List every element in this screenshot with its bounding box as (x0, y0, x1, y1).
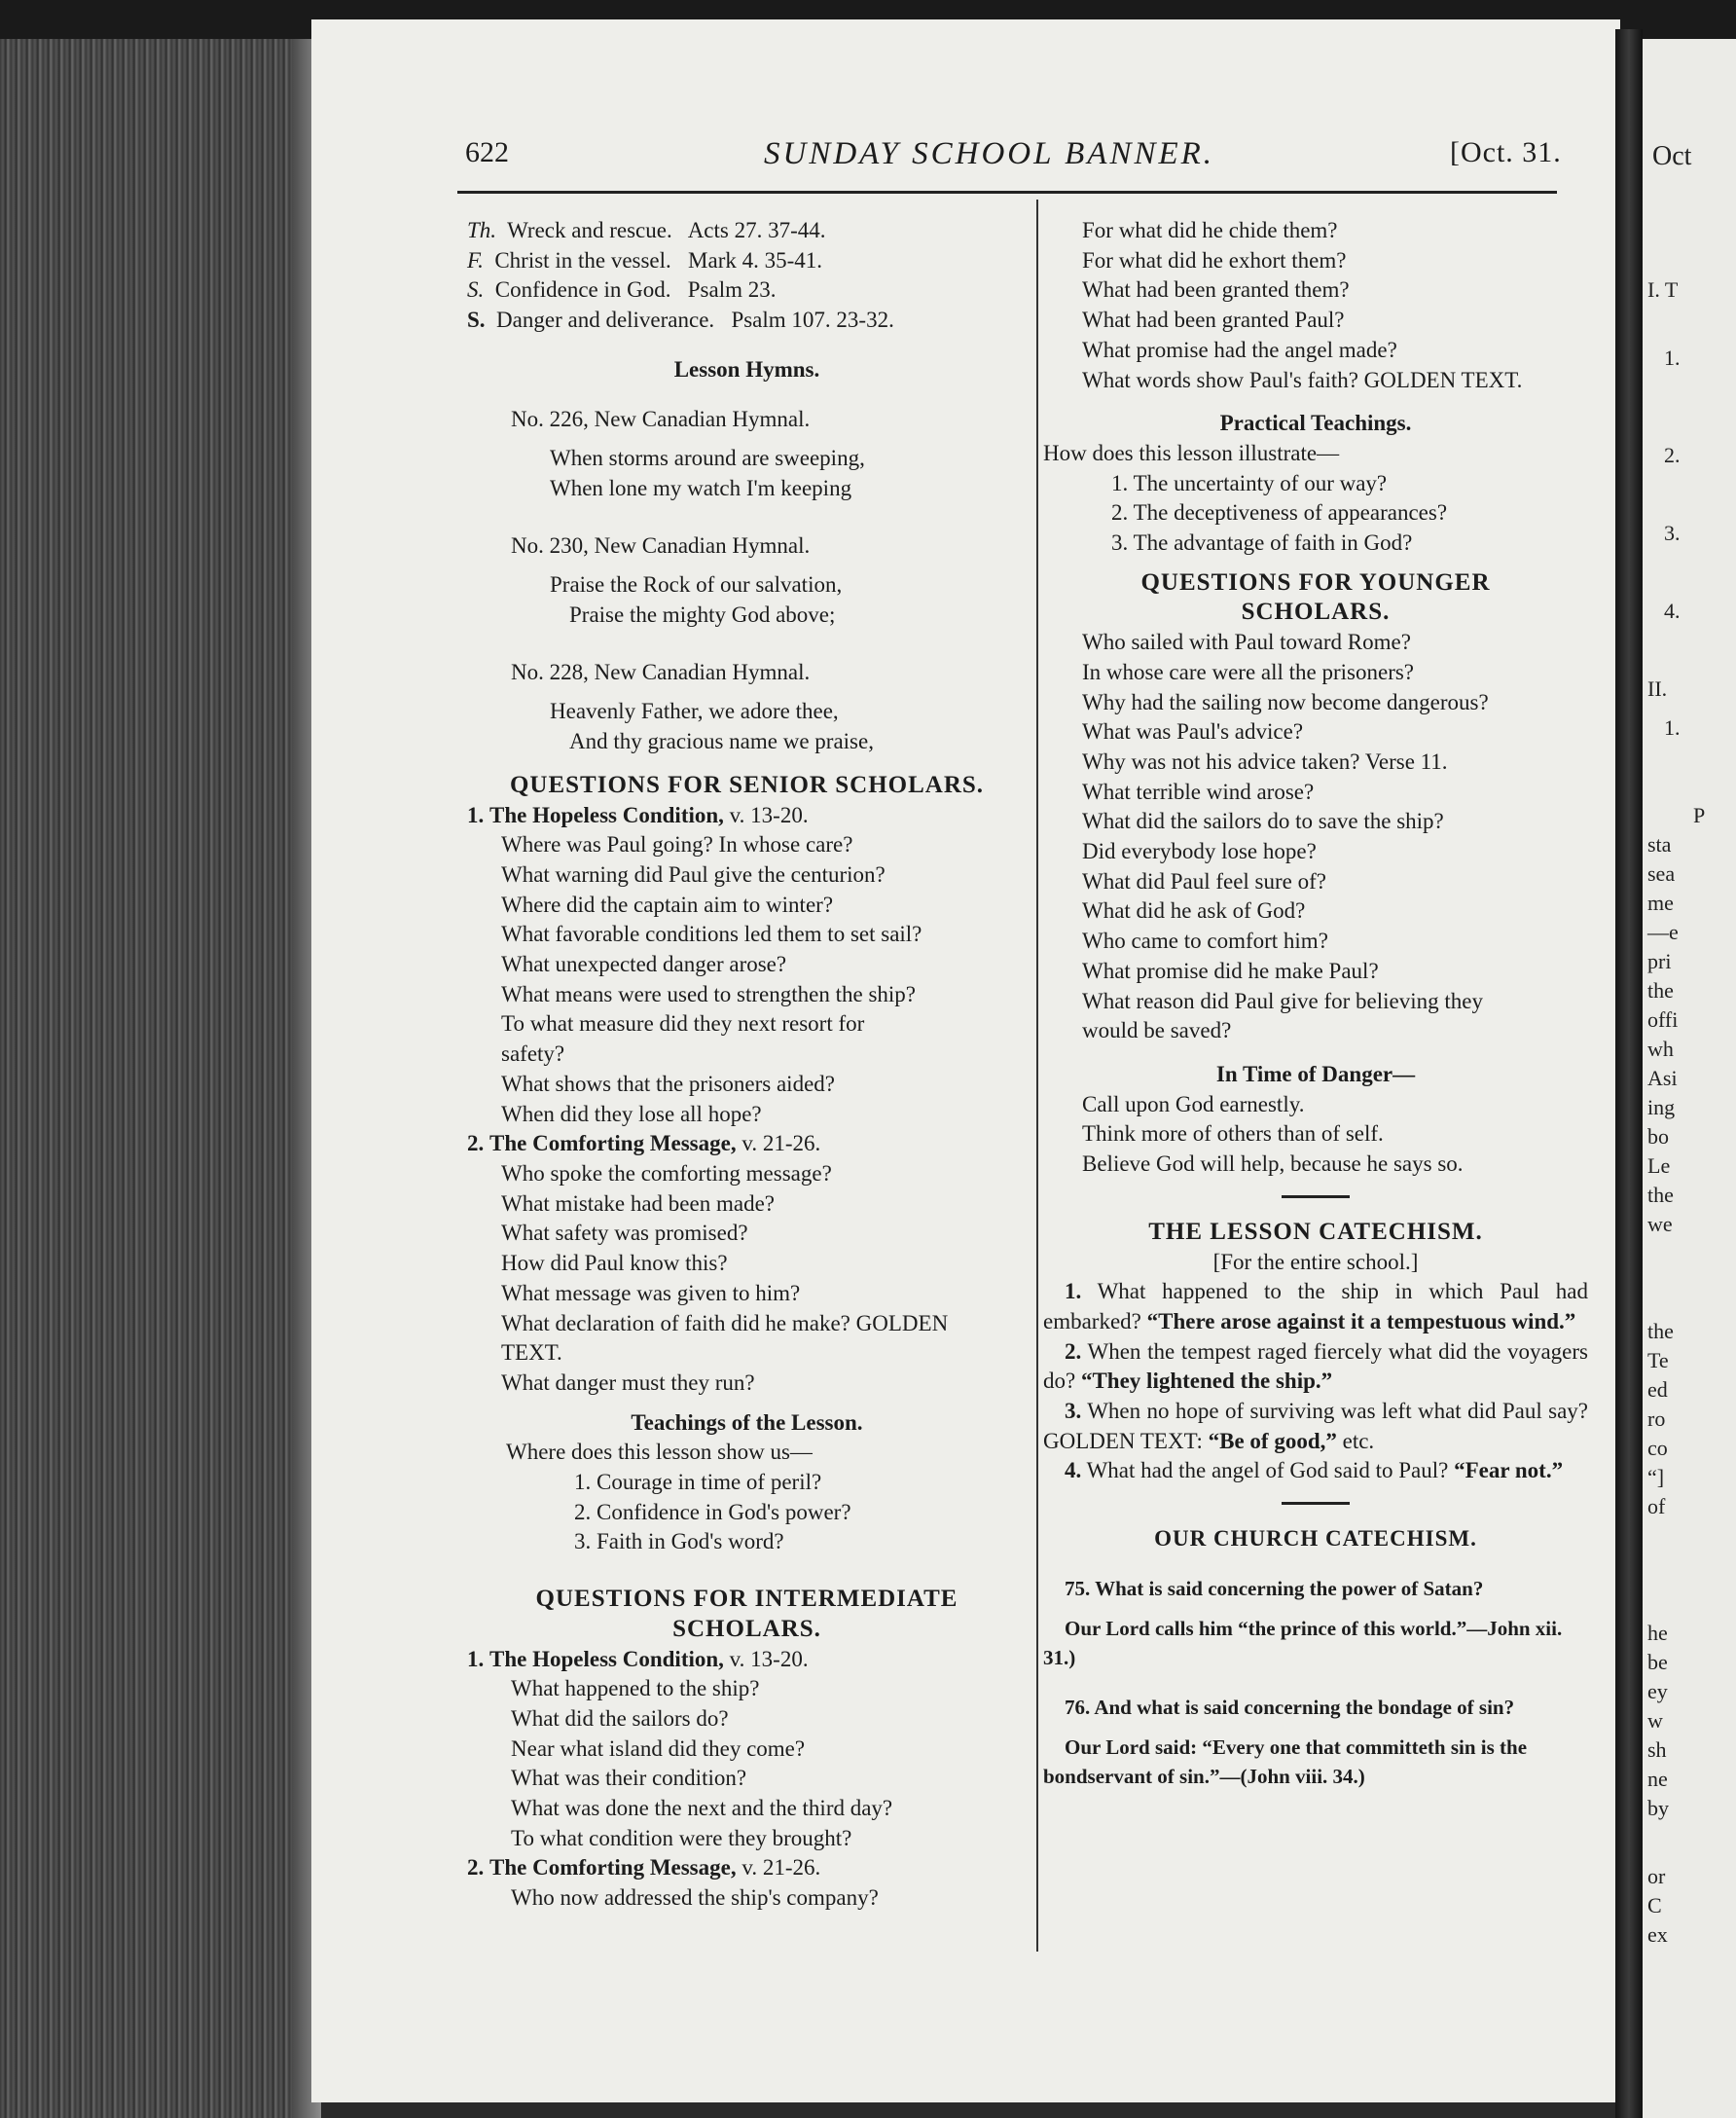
adjacent-page-fragment: 3. (1664, 521, 1681, 545)
section-number: 1. (467, 802, 485, 827)
reading-day: Th. (467, 218, 497, 242)
section-ref: v. 21-26. (741, 1131, 821, 1156)
question-list (1043, 216, 1588, 395)
hymn-line: When storms around are sweeping, (550, 446, 865, 471)
question-text: When the tempest raged fiercely what did the voyagers do? (1043, 1338, 1588, 1394)
section-heading (467, 1129, 1027, 1159)
golden-text-label: GOLDEN TEXT: (1043, 1428, 1203, 1453)
adjacent-page-fragment: 2. (1664, 443, 1681, 467)
section-divider (1282, 1502, 1350, 1505)
adjacent-page-fragment: me (1647, 891, 1674, 915)
adjacent-page-fragment: w (1647, 1708, 1663, 1733)
question-line: Who now addressed the ship's company? (511, 1885, 879, 1911)
danger-heading: In Time of Danger— (1215, 1061, 1416, 1086)
church-catechism-heading: OUR CHURCH CATECHISM. (1154, 1526, 1477, 1552)
daily-readings (467, 216, 1027, 336)
question-line: What reason did Paul give for believing they (1082, 988, 1483, 1013)
question-line: Why had the sailing now become dangerous? (1082, 689, 1489, 714)
adjacent-page-fragment: we (1647, 1212, 1673, 1236)
section-number: 2. (467, 1855, 485, 1881)
book-gutter (1615, 29, 1643, 2118)
adjacent-page-fragment: of (1647, 1494, 1666, 1518)
question-line: What was their condition? (511, 1766, 747, 1791)
question-line: What was Paul's advice? (1082, 719, 1304, 745)
question-line: What had been granted them? (1082, 277, 1350, 303)
senior-heading: QUESTIONS FOR SENIOR SCHOLARS. (509, 771, 985, 798)
section-divider (1282, 1195, 1350, 1198)
question-line: would be saved? (1082, 1018, 1232, 1043)
section-heading (467, 1645, 1027, 1675)
adjacent-page-fragment: Te (1647, 1348, 1669, 1372)
teaching-item: 3. Faith in God's word? (574, 1529, 784, 1554)
lesson-catechism-sub: [For the entire school.] (1212, 1249, 1419, 1274)
hymn-title: No. 230, New Canadian Hymnal. (511, 532, 811, 558)
question-list (467, 1674, 1027, 1853)
catechism-question (1043, 1397, 1588, 1456)
adjacent-page-fragment: by (1647, 1796, 1669, 1820)
adjacent-page-fragment: ro (1647, 1406, 1666, 1431)
question-text: What had the angel of God said to Paul? (1086, 1458, 1449, 1483)
question-line: Where did the captain aim to winter? (501, 892, 834, 917)
question-line: What had been granted Paul? (1082, 308, 1345, 333)
question-answer: “Fear not.” (1454, 1458, 1564, 1483)
adjacent-page-fragment: C (1647, 1893, 1662, 1917)
question-line: Near what island did they come? (511, 1735, 806, 1761)
reading-day: S. (467, 308, 486, 333)
church-question: 75. What is said concerning the power of Satan? (1065, 1576, 1484, 1600)
adjacent-page-fragment: 1. (1664, 715, 1681, 740)
practical-item: 2. The deceptiveness of appearances? (1111, 500, 1448, 526)
section-ref: v. 13-20. (729, 802, 809, 827)
adjacent-page-edge (1643, 39, 1736, 2118)
adjacent-page-fragment: offi (1647, 1007, 1679, 1032)
teaching-item: 2. Confidence in God's power? (574, 1499, 851, 1524)
practical-item: 1. The uncertainty of our way? (1111, 470, 1388, 495)
question-text: What happened to the ship in which Paul had embarked? (1043, 1279, 1588, 1333)
page-number: 622 (465, 136, 509, 168)
question-line: Where was Paul going? In whose care? (501, 832, 853, 858)
hymn-line: Heavenly Father, we adore thee, (550, 699, 839, 724)
adjacent-page-fragment: 1. (1664, 346, 1681, 370)
column-rule (1036, 200, 1038, 1952)
section-title: The Hopeless Condition, (489, 1646, 724, 1671)
question-line: What warning did Paul give the centurion? (501, 861, 886, 887)
adjacent-page-fragment: or (1647, 1864, 1666, 1888)
adjacent-page-fragment: sta (1647, 832, 1672, 857)
question-number: 2. (1065, 1338, 1082, 1364)
lesson-catechism-heading: THE LESSON CATECHISM. (1148, 1218, 1483, 1245)
section-title: The Comforting Message, (489, 1131, 737, 1156)
teachings-heading: Teachings of the Lesson. (631, 1409, 863, 1435)
adjacent-page-fragment: the (1647, 1319, 1674, 1343)
adjacent-page-fragment: I. T (1647, 277, 1679, 302)
question-line: How did Paul know this? (501, 1251, 728, 1276)
practical-intro: How does this lesson illustrate— (1043, 440, 1340, 465)
section-number: 2. (467, 1131, 485, 1156)
question-line: Who came to comfort him? (1082, 929, 1328, 954)
adjacent-page-fragment: wh (1647, 1037, 1674, 1061)
header-rule (457, 191, 1557, 194)
question-line: To what condition were they brought? (511, 1825, 852, 1850)
adjacent-page-fragment: sh (1647, 1737, 1667, 1762)
question-line: For what did he exhort them? (1082, 247, 1347, 273)
question-text: When no hope of surviving was left what did Paul say? (1087, 1399, 1588, 1424)
practical-heading: Practical Teachings. (1219, 411, 1412, 436)
adjacent-page-fragment: co (1647, 1436, 1668, 1460)
younger-heading-2: SCHOLARS. (1241, 599, 1391, 626)
intermediate-heading-2: SCHOLARS. (672, 1615, 821, 1642)
question-list (467, 1883, 1027, 1914)
church-answer: Our Lord said: “Every one that committeth sin is the bondservant of sin.”—(John viii. 34.) (1043, 1735, 1528, 1789)
question-line: What danger must they run? (501, 1369, 755, 1395)
question-line: TEXT. (501, 1340, 562, 1366)
adjacent-page-fragment: —e (1647, 920, 1679, 944)
question-line: What did the sailors do? (511, 1705, 729, 1731)
question-list (1043, 628, 1588, 1046)
question-line: For what did he chide them? (1082, 218, 1338, 242)
book-spine-edge (0, 39, 311, 2118)
question-line: What unexpected danger arose? (501, 952, 787, 977)
church-question: 76. And what is said concerning the bondage of sin? (1065, 1695, 1515, 1719)
reading-text: Wreck and rescue. (507, 218, 672, 242)
teaching-item: 1. Courage in time of peril? (574, 1470, 822, 1495)
adjacent-page-fragment: he (1647, 1621, 1668, 1645)
adjacent-page-fragment: Le (1647, 1153, 1671, 1178)
adjacent-page-fragment: ing (1647, 1095, 1676, 1119)
adjacent-page-fragment: ey (1647, 1679, 1668, 1703)
adjacent-page-fragment: sea (1647, 861, 1676, 886)
question-line: What safety was promised? (501, 1221, 748, 1246)
question-line: What did Paul feel sure of? (1082, 868, 1326, 894)
adjacent-page-fragment: P (1693, 803, 1706, 827)
danger-item: Call upon God earnestly. (1082, 1091, 1305, 1116)
adjacent-page-fragment: 4. (1664, 599, 1681, 623)
reading-ref: Psalm 107. 23-32. (731, 308, 894, 333)
adjacent-page-fragment: the (1647, 1183, 1674, 1207)
section-heading (467, 801, 1027, 831)
reading-ref: Psalm 23. (687, 277, 777, 303)
hymn-title: No. 228, New Canadian Hymnal. (511, 659, 811, 684)
question-line: What promise did he make Paul? (1082, 958, 1379, 983)
adjacent-page-fragment: be (1647, 1650, 1668, 1674)
question-list (467, 1159, 1027, 1399)
reading-ref: Acts 27. 37-44. (687, 218, 826, 242)
hymn-line: Praise the Rock of our salvation, (550, 572, 843, 598)
reading-row (467, 275, 1027, 306)
adjacent-page-fragment: ex (1647, 1922, 1668, 1947)
question-number: 3. (1065, 1399, 1082, 1424)
question-line: What did he ask of God? (1082, 898, 1306, 924)
section-title: The Hopeless Condition, (489, 802, 724, 827)
younger-heading: QUESTIONS FOR YOUNGER (1140, 568, 1491, 596)
teachings-intro: Where does this lesson show us— (506, 1440, 813, 1465)
question-number: 1. (1065, 1279, 1082, 1304)
hymn-line: When lone my watch I'm keeping (550, 475, 852, 500)
question-line: What means were used to strengthen the ship? (501, 981, 917, 1006)
reading-text: Danger and deliverance. (496, 308, 715, 333)
running-date: [Oct. 31. (1450, 136, 1562, 168)
reading-text: Confidence in God. (494, 277, 671, 303)
reading-row (467, 246, 1027, 276)
adjacent-page-fragment: Asi (1647, 1066, 1678, 1090)
hymn-title: No. 226, New Canadian Hymnal. (511, 406, 811, 431)
adjacent-page-header: Oct (1652, 141, 1692, 171)
question-number: 4. (1065, 1458, 1082, 1483)
question-line: In whose care were all the prisoners? (1082, 659, 1415, 684)
catechism-question (1043, 1456, 1588, 1486)
catechism-question (1043, 1277, 1588, 1336)
reading-text: Christ in the vessel. (494, 247, 671, 273)
section-ref: v. 21-26. (741, 1855, 821, 1881)
question-line: What mistake had been made? (501, 1190, 775, 1216)
reading-row (467, 306, 1027, 336)
catechism-question (1043, 1337, 1588, 1397)
church-answer: Our Lord calls him “the prince of this world.”—John xii. 31.) (1043, 1616, 1563, 1670)
reading-ref: Mark 4. 35-41. (688, 247, 823, 273)
left-column (467, 216, 1027, 1914)
question-line: What terrible wind arose? (1082, 779, 1315, 804)
adjacent-page-fragment: II. (1647, 676, 1668, 701)
reading-day: F. (467, 247, 484, 273)
reading-day: S. (467, 277, 485, 303)
lesson-hymns-heading: Lesson Hymns. (673, 356, 820, 382)
question-line: Who sailed with Paul toward Rome? (1082, 630, 1411, 655)
reading-row (467, 216, 1027, 246)
question-line: What promise had the angel made? (1082, 337, 1397, 362)
adjacent-page-fragment: pri (1647, 949, 1672, 973)
question-line: Who spoke the comforting message? (501, 1160, 832, 1186)
adjacent-page-fragment: ed (1647, 1377, 1668, 1402)
question-line: What words show Paul's faith? GOLDEN TEXT. (1082, 367, 1523, 392)
running-title: SUNDAY SCHOOL BANNER. (764, 136, 1215, 171)
question-line: What did the sailors do to save the ship? (1082, 809, 1444, 834)
question-line: To what measure did they next resort for (501, 1011, 865, 1037)
question-line: When did they lose all hope? (501, 1101, 762, 1126)
section-title: The Comforting Message, (489, 1855, 737, 1881)
danger-item: Think more of others than of self. (1082, 1121, 1384, 1147)
question-answer: “Be of good,” (1208, 1428, 1337, 1453)
danger-item: Believe God will help, because he says so. (1082, 1151, 1464, 1177)
question-line: Why was not his advice taken? Verse 11. (1082, 749, 1448, 774)
hymn-line: Praise the mighty God above; (569, 603, 836, 628)
section-number: 1. (467, 1646, 485, 1671)
question-answer: “They lightened the ship.” (1080, 1369, 1333, 1394)
question-line: What happened to the ship? (511, 1676, 760, 1701)
section-ref: v. 13-20. (729, 1646, 809, 1671)
question-line: What was done the next and the third day? (511, 1796, 893, 1821)
adjacent-page-fragment: “] (1647, 1465, 1665, 1489)
question-answer: “There arose against it a tempestuous wind.” (1146, 1308, 1576, 1333)
question-list (467, 830, 1027, 1129)
question-line: What shows that the prisoners aided? (501, 1071, 835, 1096)
adjacent-page-fragment: the (1647, 978, 1674, 1003)
question-line: What message was given to him? (501, 1280, 801, 1305)
question-tail: etc. (1342, 1428, 1375, 1453)
question-line: What favorable conditions led them to set sail? (501, 922, 922, 947)
intermediate-heading: QUESTIONS FOR INTERMEDIATE (535, 1586, 958, 1613)
question-line: safety? (501, 1041, 565, 1067)
question-line: What declaration of faith did he make? GOLDEN (501, 1310, 949, 1335)
question-line: Did everybody lose hope? (1082, 839, 1317, 864)
practical-item: 3. The advantage of faith in God? (1111, 530, 1413, 556)
section-heading (467, 1853, 1027, 1883)
hymn-line: And thy gracious name we praise, (569, 729, 874, 754)
adjacent-page-fragment: ne (1647, 1767, 1668, 1791)
adjacent-page-fragment: bo (1647, 1124, 1669, 1149)
right-column (1043, 216, 1588, 1792)
